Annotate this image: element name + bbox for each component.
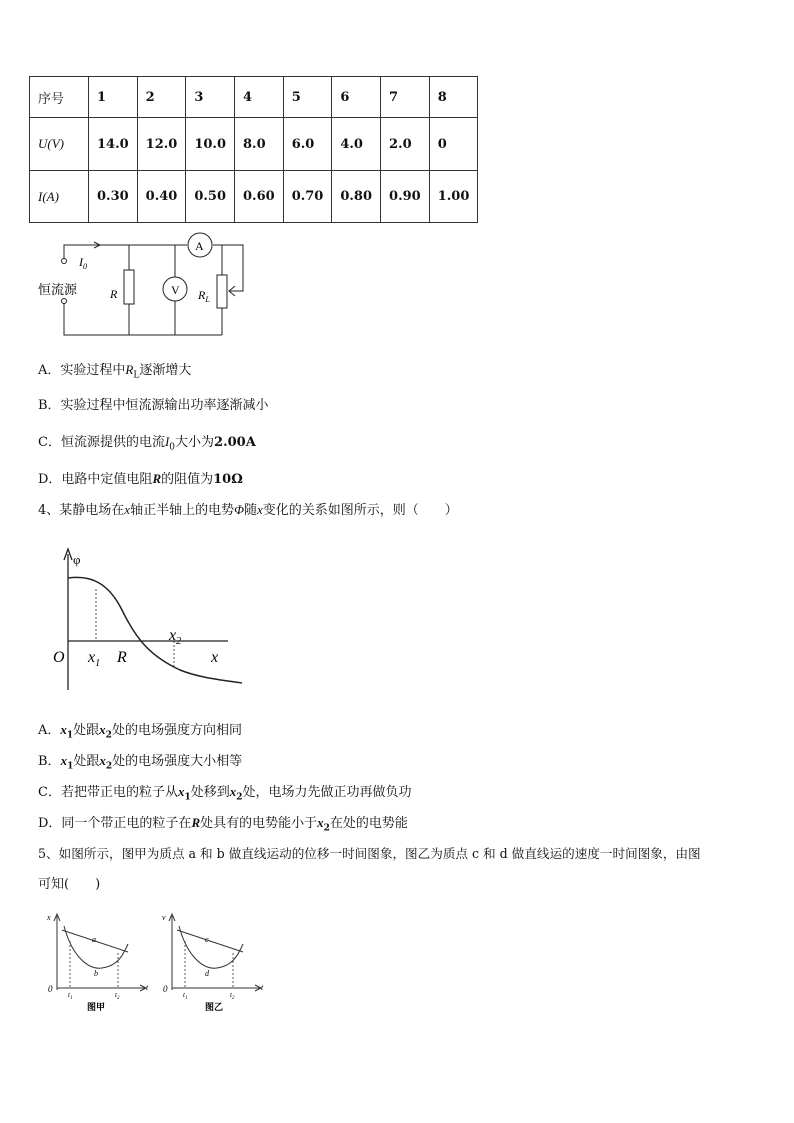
option-text: 处的电场强度方向相同 [111, 723, 242, 738]
current-label: $I_0$ [79, 255, 87, 271]
option-text: D．同一个带正电的粒子在 [38, 816, 192, 831]
table-cell: 7 [381, 77, 430, 118]
x-axis-label: x [211, 649, 219, 666]
q4-option-d [38, 815, 408, 837]
stem-text: 变化的关系如图所示，则（ ） [262, 503, 458, 518]
table-cell: 1 [89, 77, 138, 118]
circuit-diagram [30, 228, 260, 343]
option-text: 的阻值为 [161, 472, 214, 487]
q4-option-c [38, 784, 412, 806]
option-var: x [99, 753, 106, 768]
option-sub: L [133, 370, 140, 381]
option-sub: 2 [323, 823, 330, 834]
option-text: 处具有的电势能小于 [200, 816, 318, 831]
option-text: A．实验过程中 [38, 363, 126, 378]
data-table [29, 76, 478, 223]
stem-text: 轴正半轴上的电势 [130, 503, 235, 518]
option-var: I [164, 434, 170, 449]
option-var: x [60, 753, 68, 768]
x1-label: $x_1$ [88, 649, 101, 669]
table-cell: 12.0 [137, 118, 186, 171]
label-c: c [205, 935, 209, 944]
q5-stem-line2: 可知( ) [38, 877, 101, 892]
option-value: 10Ω [213, 472, 243, 487]
table-cell: 4.0 [332, 118, 381, 171]
resistor-r [124, 270, 134, 304]
table-cell: 5 [283, 77, 332, 118]
q3-option-a [38, 362, 191, 384]
label-d: d [205, 969, 209, 978]
rheostat-label: $R_L$ [198, 288, 210, 304]
origin-label: O [53, 649, 65, 666]
r-label: R [117, 649, 127, 666]
option-text: 处移到 [190, 785, 230, 800]
y-axis-label: φ [73, 552, 81, 567]
q4-stem [38, 502, 458, 519]
option-text: D．电路中定值电阻 [38, 472, 153, 487]
option-sub: 1 [66, 730, 74, 741]
option-text: 处跟 [73, 754, 100, 769]
table-cell: 2 [137, 77, 186, 118]
table-header-cell: 序号 [30, 77, 89, 118]
label-a: a [92, 935, 96, 944]
t2-label: $t_2$ [230, 991, 235, 1001]
option-text: 在处的电势能 [329, 816, 408, 831]
table-cell: 0 [429, 118, 478, 171]
option-sub: 1 [67, 761, 74, 772]
t1-label: $t_1$ [183, 991, 188, 1001]
current-arrow-icon [88, 242, 100, 248]
origin-label: 0 [163, 984, 168, 994]
option-sub: 2 [105, 730, 112, 741]
table-cell: 10.0 [186, 118, 235, 171]
q4-option-b [38, 753, 242, 775]
table-cell: 1.00 [429, 171, 478, 223]
line-c [177, 930, 243, 952]
option-text: C．恒流源提供的电流 [38, 435, 165, 450]
table-header-cell: U(V) [30, 118, 89, 171]
potential-curve [68, 577, 242, 683]
figure-caption: 图甲 [87, 1002, 106, 1012]
resistor-label: R [110, 287, 118, 301]
table-row [30, 118, 478, 171]
table-cell: 6 [332, 77, 381, 118]
table-cell: 2.0 [381, 118, 430, 171]
table-cell: 0.40 [137, 171, 186, 223]
y-axis-label: x [47, 913, 51, 922]
table-cell: 8 [429, 77, 478, 118]
figure-jia [40, 908, 158, 1016]
source-terminal-bottom [62, 299, 67, 304]
source-label: 恒流源 [38, 282, 78, 297]
t-axis-label: t [261, 983, 264, 992]
table-cell: 0.30 [89, 171, 138, 223]
rheostat-slider-wire [222, 245, 243, 291]
option-sub: 2 [236, 792, 243, 803]
table-cell: 0.70 [283, 171, 332, 223]
option-var: R [125, 362, 134, 377]
bottom-wire [64, 303, 222, 335]
option-text: A． [38, 723, 61, 738]
option-var: x [177, 784, 185, 799]
option-value: 2.00A [214, 435, 256, 450]
table-cell: 8.0 [235, 118, 284, 171]
rheostat-rl [217, 275, 227, 308]
option-text: 处的电场强度大小相等 [112, 754, 243, 769]
table-cell: 14.0 [89, 118, 138, 171]
q3-option-c [38, 434, 256, 456]
origin-label: 0 [48, 984, 53, 994]
option-sub: 1 [184, 792, 191, 803]
q4-option-a [38, 722, 242, 744]
stem-var: x [124, 502, 131, 517]
q5-stem-line1: 5、如图所示，图甲为质点 a 和 b 做直线运动的位移一时间图象，图乙为质点 c 和 d 做直线运的速度一时间图象，由图 [38, 846, 701, 861]
table-cell: 0.80 [332, 171, 381, 223]
table-row [30, 77, 478, 118]
figure-yi [155, 908, 273, 1016]
potential-graph [50, 544, 250, 694]
option-var: x [317, 815, 324, 830]
t1-label: $t_1$ [68, 991, 73, 1001]
label-b: b [94, 969, 98, 978]
stem-var: Φ [234, 502, 244, 517]
stem-var: x [257, 502, 263, 517]
table-cell: 4 [235, 77, 284, 118]
q3-option-d [38, 471, 243, 488]
option-sub: 0 [169, 442, 176, 453]
table-cell: 3 [186, 77, 235, 118]
option-var: R [152, 471, 162, 486]
option-text: C．若把带正电的粒子从 [38, 785, 178, 800]
option-text: B． [38, 754, 61, 769]
table-row [30, 171, 478, 223]
option-text: 处，电场力先做正功再做负功 [242, 785, 412, 800]
table-cell: 6.0 [283, 118, 332, 171]
option-var: x [229, 784, 237, 799]
option-var: x [99, 722, 106, 737]
stem-text: 4、某静电场在 [38, 503, 125, 518]
table-cell: 0.50 [186, 171, 235, 223]
stem-text: 随 [243, 503, 257, 518]
table-cell: 0.90 [381, 171, 430, 223]
option-text: 处跟 [73, 723, 100, 738]
option-text: 逐渐增大 [139, 363, 192, 378]
x2-label: $x_2$ [169, 627, 182, 647]
option-var: R [191, 815, 201, 830]
option-text: 大小为 [175, 435, 215, 450]
source-terminal-top [62, 259, 67, 264]
y-axis-label: v [162, 913, 166, 922]
option-var: x [60, 722, 67, 737]
table-cell: 0.60 [235, 171, 284, 223]
t2-label: $t_2$ [115, 991, 120, 1001]
q3-option-b: B．实验过程中恒流源输出功率逐渐减小 [38, 398, 269, 413]
figure-caption: 图乙 [205, 1002, 224, 1012]
t-axis-label: t [146, 983, 149, 992]
voltmeter-label: V [171, 283, 180, 297]
table-header-cell: I(A) [30, 171, 89, 223]
option-sub: 2 [105, 761, 113, 772]
ammeter-label: A [195, 239, 204, 253]
